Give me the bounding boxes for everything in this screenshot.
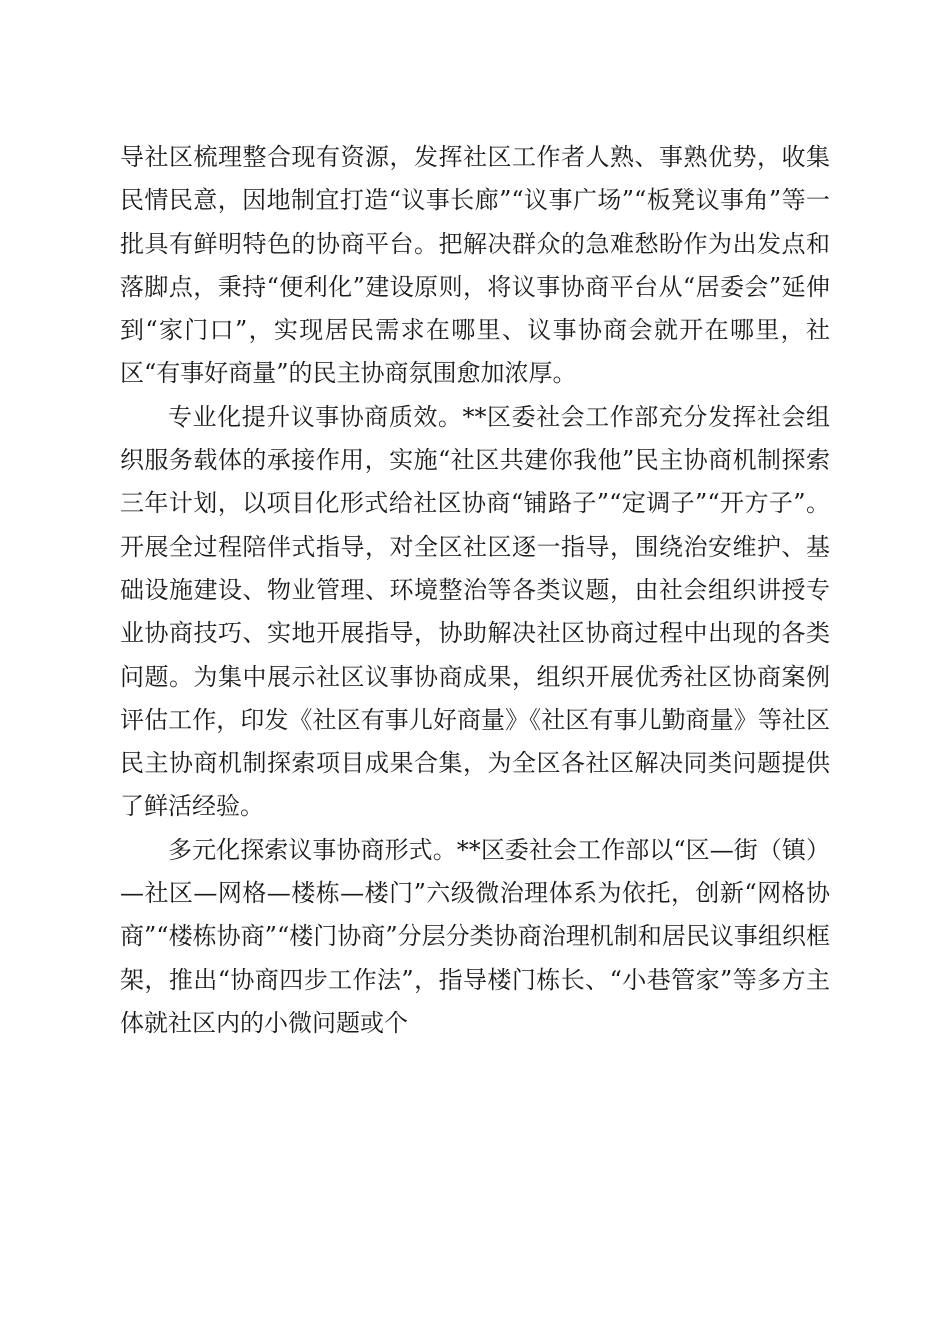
paragraph-2: 专业化提升议事协商质效。**区委社会工作部充分发挥社会组织服务载体的承接作用，实施“社区共建你我他”民主协商机制探索三年计划，以项目化形式给社区协商“铺路子”“定调子”“开方子”。开展全过程陪伴式指导，对全区社区逐一指导，围绕治安维护、基础设施建设、物业管理、环境整治等各类议题，由社会组织讲授专业协商技巧、实地开展指导，协助解决社区协商过程中出现的各类问题。为集中展示社区议事协商成果，组织开展优秀社区协商案例评估工作，印发《社区有事儿好商量》《社区有事儿勤商量》等社区民主协商机制探索项目成果合集，为全区各社区解决同类问题提供了鲜活经验。 — [120, 402, 830, 821]
paragraph-3: 多元化探索议事协商形式。**区委社会工作部以“区—街（镇）—社区—网格—楼栋—楼门”六级微治理体系为依托，创新“网格协商”“楼栋协商”“楼门协商”分层分类协商治理机制和居民议事组织框架，推出“协商四步工作法”，指导楼门栋长、“小巷管家”等多方主体就社区内的小微问题或个 — [120, 835, 830, 1037]
paragraph-1: 导社区梳理整合现有资源，发挥社区工作者人熟、事熟优势，收集民情民意，因地制宜打造“议事长廊”“议事广场”“板凳议事角”等一批具有鲜明特色的协商平台。把解决群众的急难愁盼作为出发点和落脚点，秉持“便利化”建设原则，将议事协商平台从“居委会”延伸到“家门口”，实现居民需求在哪里、议事协商会就开在哪里，社区“有事好商量”的民主协商氛围愈加浓厚。 — [120, 143, 830, 388]
document-body — [120, 136, 830, 1045]
